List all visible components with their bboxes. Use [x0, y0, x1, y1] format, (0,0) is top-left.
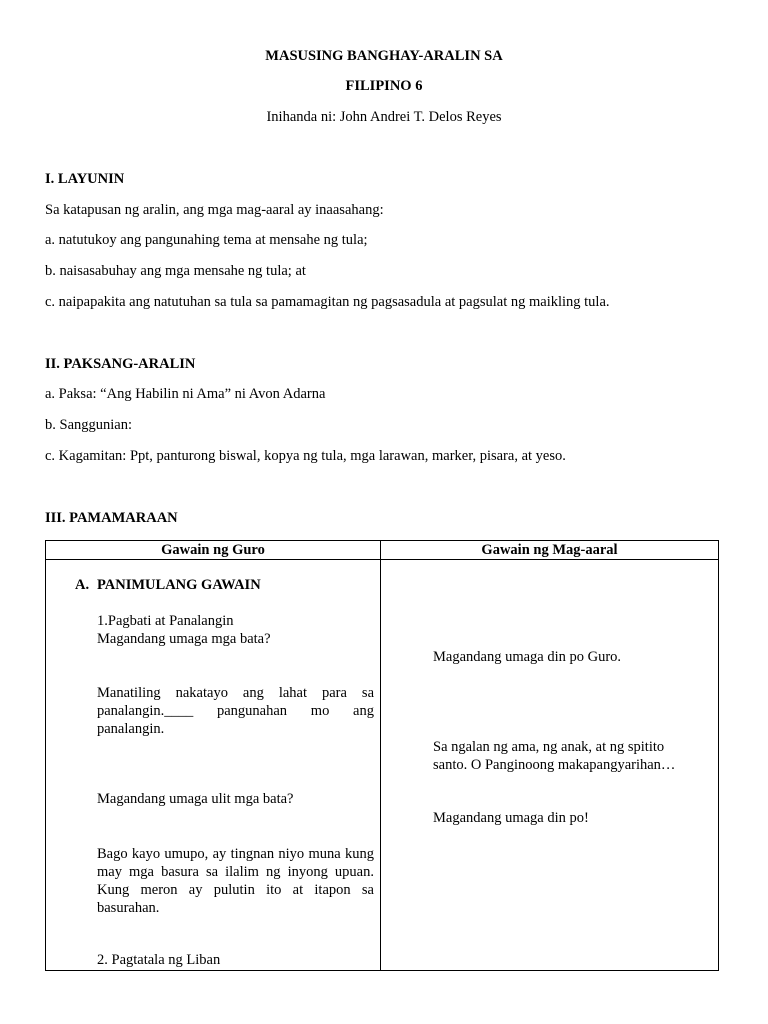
student-reply: Magandang umaga din po! [433, 810, 589, 826]
column-header-mag-aaral: Gawain ng Mag-aaral [381, 541, 719, 560]
panimulang-heading: PANIMULANG GAWAIN [97, 577, 261, 593]
pagbati-title: 1.Pagbati at Panalangin [97, 613, 234, 629]
section-heading-layunin: I. LAYUNIN [45, 171, 125, 187]
prayer-instruction: Manatiling nakatayo ang lahat para sa panalangin.____ pangunahan mo ang panalangin. [97, 685, 374, 737]
layunin-item: a. natutukoy ang pangunahing tema at mensahe ng tula; [45, 232, 368, 248]
paksang-aralin-item: c. Kagamitan: Ppt, panturong biswal, kopya ng tula, mga larawan, marker, pisara, at yeso. [45, 448, 566, 464]
column-header-guro: Gawain ng Guro [46, 541, 381, 560]
trash-instruction: Bago kayo umupo, ay tingnan niyo muna kung may mga basura sa ilalim ng inyong upuan. Kung meron ay pulutin ito at itapon sa basurahan. [97, 846, 374, 916]
layunin-intro: Sa katapusan ng aralin, ang mga mag-aaral ay inaasahang: [45, 202, 384, 218]
document-subtitle: FILIPINO 6 [345, 78, 423, 94]
layunin-item: b. naisasabuhay ang mga mensahe ng tula; at [45, 263, 306, 279]
student-prayer: Sa ngalan ng ama, ng anak, at ng spitito santo. O Panginoong makapangyarihan… [433, 739, 676, 773]
author-line: Inihanda ni: John Andrei T. Delos Reyes [266, 109, 502, 125]
greeting-again: Magandang umaga ulit mga bata? [97, 791, 294, 807]
layunin-item: c. naipapakita ang natutuhan sa tula sa pamamagitan ng pagsasadula at pagsulat ng maikling tula. [45, 294, 610, 310]
section-heading-paksang-aralin: II. PAKSANG-ARALIN [45, 356, 196, 372]
mag-aaral-cell [381, 560, 719, 971]
section-heading-pamamaraan: III. PAMAMARAAN [45, 510, 178, 526]
paksang-aralin-item: a. Paksa: “Ang Habilin ni Ama” ni Avon Adarna [45, 386, 326, 402]
guro-cell [46, 560, 381, 971]
document-title: MASUSING BANGHAY-ARALIN SA [265, 48, 503, 64]
student-reply: Magandang umaga din po Guro. [433, 649, 622, 665]
paksang-aralin-item: b. Sanggunian: [45, 417, 132, 433]
pagbati-line: Magandang umaga mga bata? [97, 631, 271, 647]
pamamaraan-table [45, 540, 719, 971]
pagtatala-title: 2. Pagtatala ng Liban [97, 952, 221, 968]
panimulang-marker: A. [75, 577, 90, 593]
